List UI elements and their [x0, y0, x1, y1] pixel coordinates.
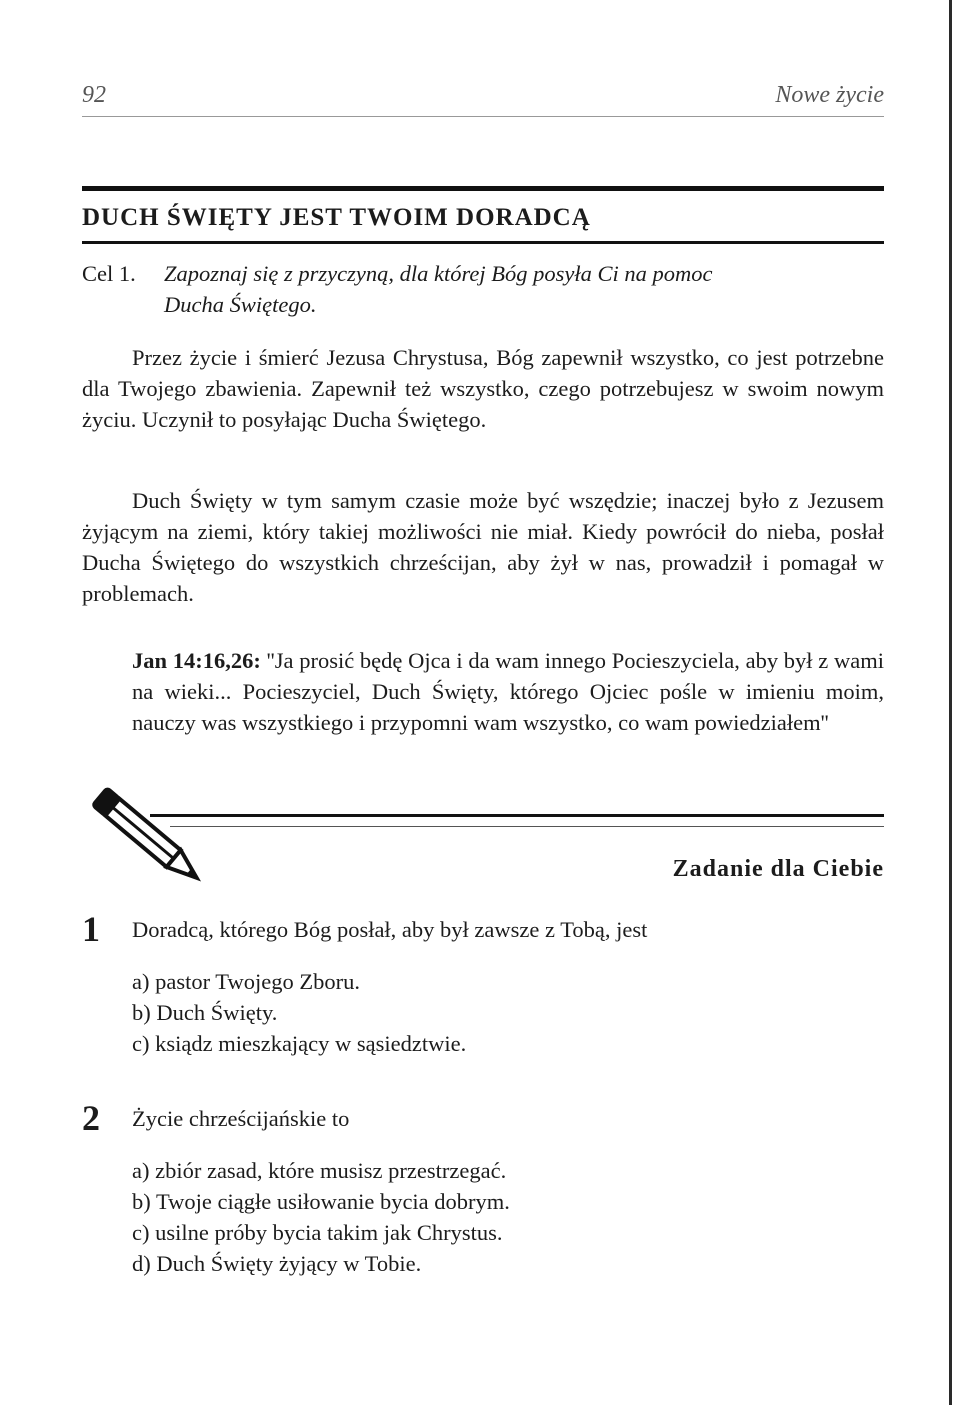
section-title: DUCH ŚWIĘTY JEST TWOIM DORADCĄ	[82, 204, 591, 231]
answer-option-b: b) Duch Święty.	[132, 1000, 278, 1025]
paragraph-1: Przez życie i śmierć Jezusa Chrystusa, Bóg zapewnił wszystko, co jest potrzebne dla Twojego zbawienia. Zapewnił też wszystko, czego potrzebujesz w swoim nowym życiu. Uczynił to posyłając Ducha Świętego.	[82, 345, 884, 432]
task-rule-thick	[150, 814, 884, 817]
running-title: Nowe życie	[775, 82, 884, 108]
goal-label: Cel 1.	[82, 261, 136, 286]
answer-options	[132, 966, 466, 1059]
page-header	[82, 78, 884, 118]
goal	[82, 258, 884, 320]
answer-option-b: b) Twoje ciągłe usiłowanie bycia dobrym.	[132, 1189, 510, 1214]
heading-bottom-bar	[82, 241, 884, 244]
heading-top-bar	[82, 186, 884, 191]
answer-option-c: c) ksiądz mieszkający w sąsiedztwie.	[132, 1031, 467, 1056]
goal-line-2: Ducha Świętego.	[164, 292, 317, 317]
question-number: 2	[82, 1098, 100, 1138]
quote-text: ''Ja prosić będę Ojca i da wam innego Pocieszyciela, aby był z wami na wieki... Pocieszyciel, Duch Święty, którego Ojciec pośle w imieniu moim, nauczy was wszystkiego i przypomni wam wszystko, co wam powiedziałem''	[132, 648, 885, 735]
page-edge-line	[949, 0, 952, 1405]
quote-reference: Jan 14:16,26:	[132, 648, 261, 673]
task-title: Zadanie dla Ciebie	[672, 856, 884, 882]
pencil-icon	[80, 780, 220, 900]
question-stem: Życie chrześcijańskie to	[132, 1106, 350, 1131]
goal-line-1: Zapoznaj się z przyczyną, dla której Bóg posyła Ci na pomoc	[164, 261, 713, 286]
paragraph-2: Duch Święty w tym samym czasie może być wszędzie; inaczej było z Jezusem żyjącym na ziemi, który takiej możliwości nie miał. Kiedy powrócił do nieba, posłał Ducha Świętego do wszystkich chrześcijan, aby żył w nas, prowadził i pomagał w problemach.	[82, 488, 884, 606]
answer-option-c: c) usilne próby bycia takim jak Chrystus.	[132, 1220, 503, 1245]
question-number: 1	[82, 909, 100, 949]
section-heading	[82, 186, 884, 244]
answer-option-a: a) zbiór zasad, które musisz przestrzegać.	[132, 1158, 507, 1183]
header-rule	[82, 116, 884, 117]
answer-options	[132, 1155, 510, 1279]
page-number: 92	[82, 82, 106, 108]
task-rule-thin	[170, 826, 884, 827]
answer-option-d: d) Duch Święty żyjący w Tobie.	[132, 1251, 422, 1276]
question-stem: Doradcą, którego Bóg posłał, aby był zawsze z Tobą, jest	[132, 917, 648, 942]
answer-option-a: a) pastor Twojego Zboru.	[132, 969, 360, 994]
scripture-quote	[82, 645, 884, 738]
